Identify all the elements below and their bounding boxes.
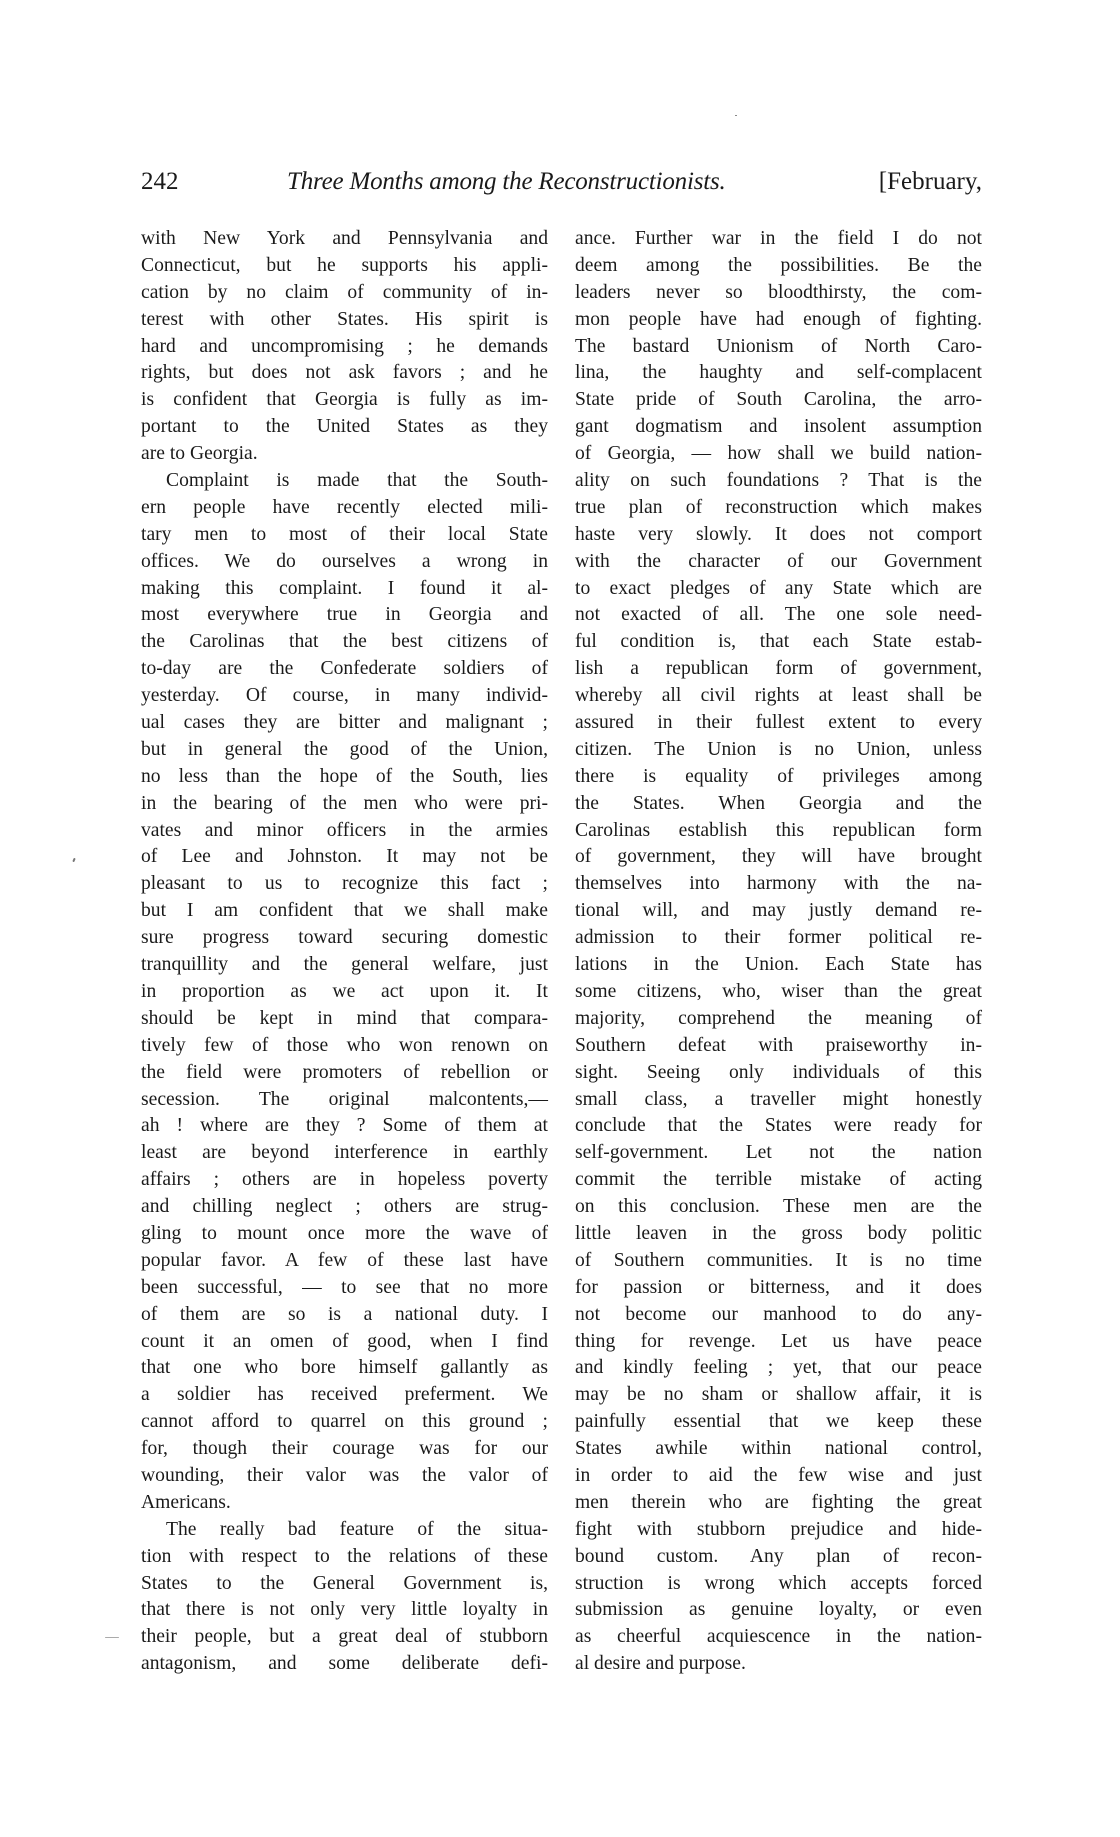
text-line: States to the General Government is, (141, 1572, 548, 1594)
text-line: of Lee and Johnston. It may not be (141, 846, 548, 868)
text-line: ality on such foundations ? That is the (575, 470, 982, 492)
running-header (141, 166, 982, 198)
text-line: admission to their former political re- (575, 927, 982, 949)
text-line: Connecticut, but he supports his appli- (141, 254, 548, 276)
text-line: of them are so is a national duty. I (141, 1303, 548, 1325)
text-line: tively few of those who won renown on (141, 1034, 548, 1056)
running-date: [February, (878, 168, 982, 195)
text-line: State pride of South Carolina, the arro- (575, 389, 982, 411)
scan-speck (72, 858, 76, 862)
text-line: thing for revenge. Let us have peace (575, 1330, 982, 1352)
text-line: no less than the hope of the South, lies (141, 765, 548, 787)
text-line: majority, comprehend the meaning of (575, 1007, 982, 1029)
text-line: tion with respect to the relations of these (141, 1545, 548, 1567)
text-line: but in general the good of the Union, (141, 738, 548, 760)
text-line: with the character of our Government (575, 550, 982, 572)
text-line: secession. The original malcontents,— (141, 1088, 548, 1110)
text-line: to exact pledges of any State which are (575, 577, 982, 599)
text-line: Complaint is made that the South- (166, 470, 548, 492)
text-line: in order to aid the few wise and just (575, 1464, 982, 1486)
text-line: and chilling neglect ; others are strug- (141, 1196, 548, 1218)
text-line: of government, they will have brought (575, 846, 982, 868)
text-line: al desire and purpose. (575, 1653, 746, 1675)
text-line: cation by no claim of community of in- (141, 281, 548, 303)
text-line: in proportion as we act upon it. It (141, 980, 548, 1002)
text-line: gant dogmatism and insolent assumption (575, 416, 982, 438)
text-line: fight with stubborn prejudice and hide- (575, 1518, 982, 1540)
text-line: commit the terrible mistake of acting (575, 1169, 982, 1191)
text-line: the States. When Georgia and the (575, 792, 982, 814)
text-line: themselves into harmony with the na- (575, 873, 982, 895)
text-line: gling to mount once more the wave of (141, 1222, 548, 1244)
text-line: on this conclusion. These men are the (575, 1196, 982, 1218)
text-line: leaders never so bloodthirsty, the com- (575, 281, 982, 303)
text-line: wounding, their valor was the valor of (141, 1464, 548, 1486)
text-line: antagonism, and some deliberate defi- (141, 1653, 548, 1675)
text-line: for passion or bitterness, and it does (575, 1276, 982, 1298)
text-line: their people, but a great deal of stubborn (141, 1626, 548, 1648)
text-line: a soldier has received preferment. We (141, 1384, 548, 1406)
text-line: not become our manhood to do any- (575, 1303, 982, 1325)
text-column-left (141, 226, 548, 1678)
text-line: to-day are the Confederate soldiers of (141, 658, 548, 680)
text-line: popular favor. A few of these last have (141, 1249, 548, 1271)
text-line: most everywhere true in Georgia and (141, 604, 548, 626)
text-line: are to Georgia. (141, 443, 258, 465)
text-line: been successful, — to see that no more (141, 1276, 548, 1298)
text-line: sure progress toward securing domestic (141, 927, 548, 949)
text-line: that there is not only very little loyalty in (141, 1599, 548, 1621)
text-line: in the bearing of the men who were pri- (141, 792, 548, 814)
page-number: 242 (141, 168, 179, 195)
text-line: yesterday. Of course, in many individ- (141, 685, 548, 707)
text-line: the Carolinas that the best citizens of (141, 631, 548, 653)
text-line: citizen. The Union is no Union, unless (575, 738, 982, 760)
text-line: Carolinas establish this republican form (575, 819, 982, 841)
text-line: lations in the Union. Each State has (575, 954, 982, 976)
text-line: least are beyond interference in earthly (141, 1142, 548, 1164)
text-line: making this complaint. I found it al- (141, 577, 548, 599)
text-line: bound custom. Any plan of recon- (575, 1545, 982, 1567)
scan-speck (735, 115, 737, 116)
text-line: but I am confident that we shall make (141, 900, 548, 922)
text-line: mon people have had enough of fighting. (575, 308, 982, 330)
text-line: sight. Seeing only individuals of this (575, 1061, 982, 1083)
text-line: of Georgia, — how shall we build nation- (575, 443, 982, 465)
text-line: States awhile within national control, (575, 1438, 982, 1460)
text-line: submission as genuine loyalty, or even (575, 1599, 982, 1621)
text-line: for, though their courage was for our (141, 1438, 548, 1460)
text-line: ance. Further war in the field I do not (575, 228, 982, 249)
text-line: affairs ; others are in hopeless poverty (141, 1169, 548, 1191)
text-line: with New York and Pennsylvania and (141, 228, 548, 249)
text-line: the field were promoters of rebellion or (141, 1061, 548, 1083)
text-line: haste very slowly. It does not comport (575, 523, 982, 545)
text-line: The bastard Unionism of North Caro- (575, 335, 982, 357)
text-line: count it an omen of good, when I find (141, 1330, 548, 1352)
text-line: deem among the possibilities. Be the (575, 254, 982, 276)
text-line: some citizens, who, wiser than the great (575, 980, 982, 1002)
text-line: should be kept in mind that compara- (141, 1007, 548, 1029)
text-line: terest with other States. His spirit is (141, 308, 548, 330)
text-line: hard and uncompromising ; he demands (141, 335, 548, 357)
text-line: assured in their fullest extent to every (575, 712, 982, 734)
text-line: cannot afford to quarrel on this ground ; (141, 1411, 548, 1433)
text-line: may be no sham or shallow affair, it is (575, 1384, 982, 1406)
text-line: men therein who are fighting the great (575, 1491, 982, 1513)
text-line: of Southern communities. It is no time (575, 1249, 982, 1271)
text-line: rights, but does not ask favors ; and he (141, 362, 548, 384)
text-line: ah ! where are they ? Some of them at (141, 1115, 548, 1137)
text-line: struction is wrong which accepts forced (575, 1572, 982, 1594)
running-title: Three Months among the Reconstructionists. (287, 168, 726, 195)
text-line: offices. We do ourselves a wrong in (141, 550, 548, 572)
text-line: pleasant to us to recognize this fact ; (141, 873, 548, 895)
text-line: as cheerful acquiescence in the nation- (575, 1626, 982, 1648)
text-line: is confident that Georgia is fully as im- (141, 389, 548, 411)
text-line: ern people have recently elected mili- (141, 496, 548, 518)
text-line: true plan of reconstruction which makes (575, 496, 982, 518)
text-line: vates and minor officers in the armies (141, 819, 548, 841)
text-line: tranquillity and the general welfare, just (141, 954, 548, 976)
text-line: lina, the haughty and self-complacent (575, 362, 982, 384)
text-line: ful condition is, that each State estab- (575, 631, 982, 653)
text-line: there is equality of privileges among (575, 765, 982, 787)
text-line: not exacted of all. The one sole need- (575, 604, 982, 626)
text-line: tary men to most of their local State (141, 523, 548, 545)
text-line: tional will, and may justly demand re- (575, 900, 982, 922)
text-line: small class, a traveller might honestly (575, 1088, 982, 1110)
text-line: little leaven in the gross body politic (575, 1222, 982, 1244)
text-line: self-government. Let not the nation (575, 1142, 982, 1164)
text-line: Americans. (141, 1491, 231, 1513)
text-line: The really bad feature of the situa- (166, 1518, 548, 1540)
text-line: that one who bore himself gallantly as (141, 1357, 548, 1379)
text-column-right (575, 226, 982, 1678)
text-line: Southern defeat with praiseworthy in- (575, 1034, 982, 1056)
text-line: lish a republican form of government, (575, 658, 982, 680)
text-line: and kindly feeling ; yet, that our peace (575, 1357, 982, 1379)
text-line: portant to the United States as they (141, 416, 548, 438)
scan-speck (105, 1637, 119, 1638)
text-line: painfully essential that we keep these (575, 1411, 982, 1433)
text-line: ual cases they are bitter and malignant ; (141, 712, 548, 734)
text-line: whereby all civil rights at least shall be (575, 685, 982, 707)
text-line: conclude that the States were ready for (575, 1115, 982, 1137)
